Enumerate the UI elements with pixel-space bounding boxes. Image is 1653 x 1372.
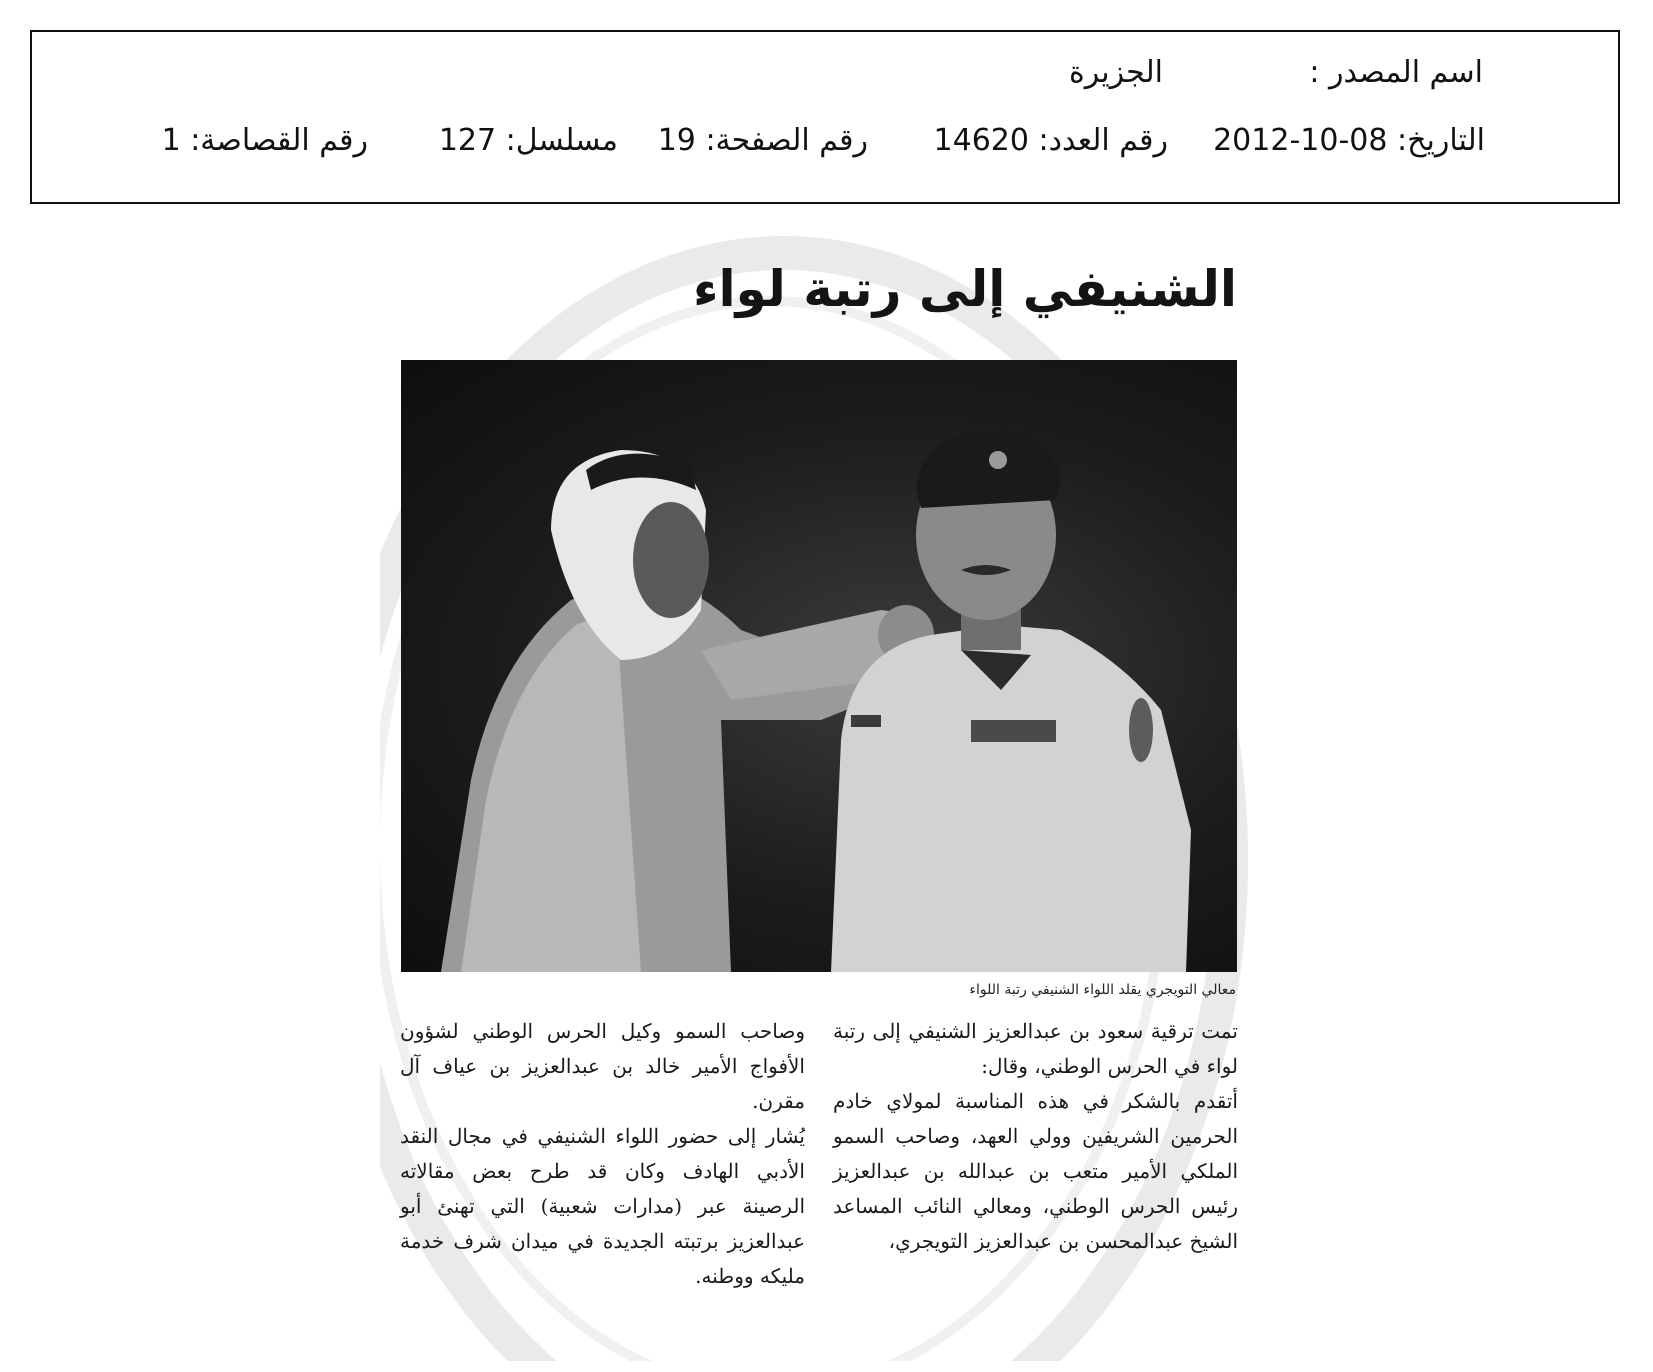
clip-number-field: رقم القصاصة: 1: [161, 123, 368, 158]
paragraph: تمت ترقية سعود بن عبدالعزيز الشنيفي إلى رتبة لواء في الحرس الوطني، وقال:: [833, 1019, 1238, 1078]
source-value: الجزيرة: [1068, 55, 1163, 90]
paragraph: يُشار إلى حضور اللواء الشنيفي في مجال النقد الأدبي الهادف وكان قد طرح بعض مقالاته الرصينة عبر (مدارات شعبية) التي تهنئ أبو عبدالعزيز برتبته الجديدة في ميدان شرف خدمة مليكه ووطنه.: [400, 1124, 805, 1288]
page-number-field: رقم الصفحة: 19: [657, 123, 868, 158]
article-column-left: [400, 1014, 805, 1294]
photo-caption: معالي التويجري يقلد اللواء الشنيفي رتبة اللواء: [969, 982, 1236, 998]
date-field: التاريخ: 08-10-2012: [1213, 123, 1485, 158]
newspaper-clipping: [380, 236, 1272, 1361]
serial-number-field: مسلسل: 127: [438, 123, 618, 158]
article-column-right: [833, 1014, 1238, 1259]
issue-number-field: رقم العدد: 14620: [933, 123, 1168, 158]
article-headline: الشنيفي إلى رتبة لواء: [692, 260, 1237, 318]
clipping-info-box: [30, 30, 1620, 204]
source-label: اسم المصدر :: [1309, 55, 1483, 90]
paragraph: أتقدم بالشكر في هذه المناسبة لمولاي خادم الحرمين الشريفين وولي العهد، وصاحب السمو الملكي الأمير متعب بن عبدالله بن عبدالعزيز رئيس الحرس الوطني، ومعالي النائب المساعد الشيخ عبدالمحسن بن عبدالعزيز التويجري،: [833, 1089, 1238, 1253]
paragraph: وصاحب السمو وكيل الحرس الوطني لشؤون الأفواج الأمير خالد بن عبدالعزيز بن عياف آل مقرن.: [400, 1019, 805, 1113]
article-photo: [401, 360, 1237, 972]
